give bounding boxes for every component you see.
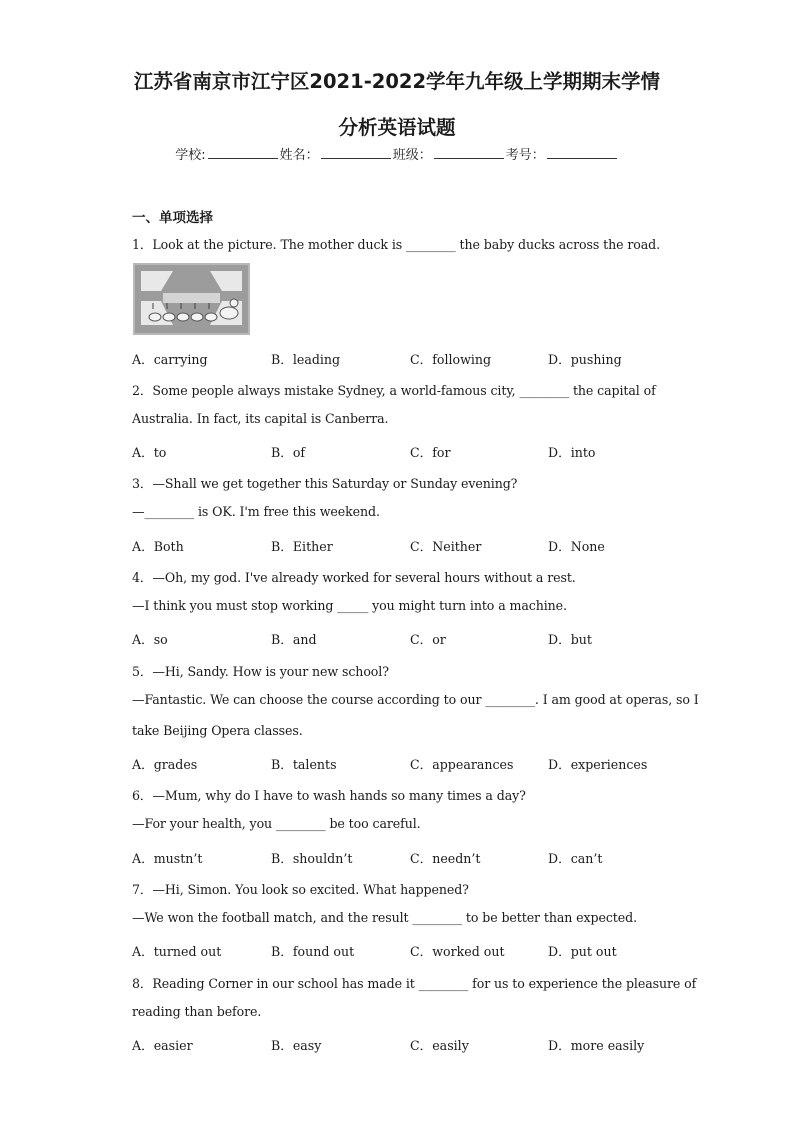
question-7-line-1: 7．—Hi, Simon. You look so excited. What happened? <box>132 882 469 897</box>
option-a: A．mustn’t <box>132 851 203 866</box>
question-8-options <box>132 1035 692 1053</box>
class-blank <box>434 146 504 159</box>
option-c: C．needn’t <box>410 851 481 866</box>
ducks-crossing-picture <box>133 263 250 335</box>
option-c: C．for <box>410 445 451 460</box>
question-8-line-1: 8．Reading Corner in our school has made it ________ for us to experience the pleasure of <box>132 976 697 991</box>
option-d: D．experiences <box>548 757 648 772</box>
question-4-line-1: 4．—Oh, my god. I've already worked for several hours without a rest. <box>132 570 576 585</box>
class-label: 班级： <box>392 148 432 163</box>
option-d: D．into <box>548 445 596 460</box>
question-7-options <box>132 941 692 959</box>
question-1-options <box>132 349 692 367</box>
student-info-row <box>0 144 794 163</box>
option-b: B．shouldn’t <box>271 851 353 866</box>
option-a: A．turned out <box>132 944 222 959</box>
question-1-line-1: 1．Look at the picture. The mother duck is ________ the baby ducks across the road. <box>132 237 661 252</box>
question-2-options <box>132 442 692 460</box>
option-d: D．more easily <box>548 1038 645 1053</box>
option-d: D．put out <box>548 944 617 959</box>
option-d: D．None <box>548 539 605 554</box>
question-6-line-2: —For your health, you ________ be too careful. <box>132 816 421 831</box>
option-c: C．Neither <box>410 539 482 554</box>
question-3-line-1: 3．—Shall we get together this Saturday or Sunday evening? <box>132 476 518 491</box>
option-b: B．easy <box>271 1038 322 1053</box>
name-blank <box>321 146 391 159</box>
option-a: A．carrying <box>132 352 208 367</box>
question-5-options <box>132 754 692 772</box>
option-c: C．appearances <box>410 757 514 772</box>
section-title: 一、单项选择 <box>132 210 213 226</box>
document-title-line2: 分析英语试题 <box>338 116 456 139</box>
question-5-line-3: take Beijing Opera classes. <box>132 723 303 738</box>
option-b: B．Either <box>271 539 333 554</box>
option-b: B．found out <box>271 944 355 959</box>
question-6-options <box>132 848 692 866</box>
document-title-line1: 江苏省南京市江宁区2021-2022学年九年级上学期期末学情 <box>133 70 661 93</box>
option-b: B．leading <box>271 352 341 367</box>
option-a: A．so <box>132 632 168 647</box>
option-a: A．Both <box>132 539 184 554</box>
question-2-line-2: Australia. In fact, its capital is Canberra. <box>132 411 389 426</box>
option-b: B．of <box>271 445 306 460</box>
name-label: 姓名： <box>279 148 319 163</box>
number-blank <box>547 146 617 159</box>
question-8-line-2: reading than before. <box>132 1004 262 1019</box>
option-c: C．or <box>410 632 446 647</box>
option-b: B．talents <box>271 757 337 772</box>
question-5-line-2: —Fantastic. We can choose the course according to our ________. I am good at operas, so I <box>132 692 699 707</box>
option-d: D．pushing <box>548 352 622 367</box>
option-a: A．grades <box>132 757 198 772</box>
option-c: C．worked out <box>410 944 505 959</box>
question-2-line-1: 2．Some people always mistake Sydney, a world-famous city, ________ the capital of <box>132 383 656 398</box>
option-a: A．easier <box>132 1038 193 1053</box>
question-3-options <box>132 536 692 554</box>
question-4-options <box>132 629 692 647</box>
question-4-line-2: —I think you must stop working _____ you might turn into a machine. <box>132 598 567 613</box>
question-7-line-2: —We won the football match, and the result ________ to be better than expected. <box>132 910 637 925</box>
number-label: 考号： <box>505 148 545 163</box>
school-label: 学校: <box>175 148 206 163</box>
option-c: C．easily <box>410 1038 469 1053</box>
school-blank <box>208 146 278 159</box>
question-3-line-2: —________ is OK. I'm free this weekend. <box>132 504 380 519</box>
option-a: A．to <box>132 445 167 460</box>
option-c: C．following <box>410 352 492 367</box>
option-d: D．but <box>548 632 592 647</box>
question-6-line-1: 6．—Mum, why do I have to wash hands so many times a day? <box>132 788 526 803</box>
option-b: B．and <box>271 632 317 647</box>
question-5-line-1: 5．—Hi, Sandy. How is your new school? <box>132 664 389 679</box>
option-d: D．can’t <box>548 851 603 866</box>
